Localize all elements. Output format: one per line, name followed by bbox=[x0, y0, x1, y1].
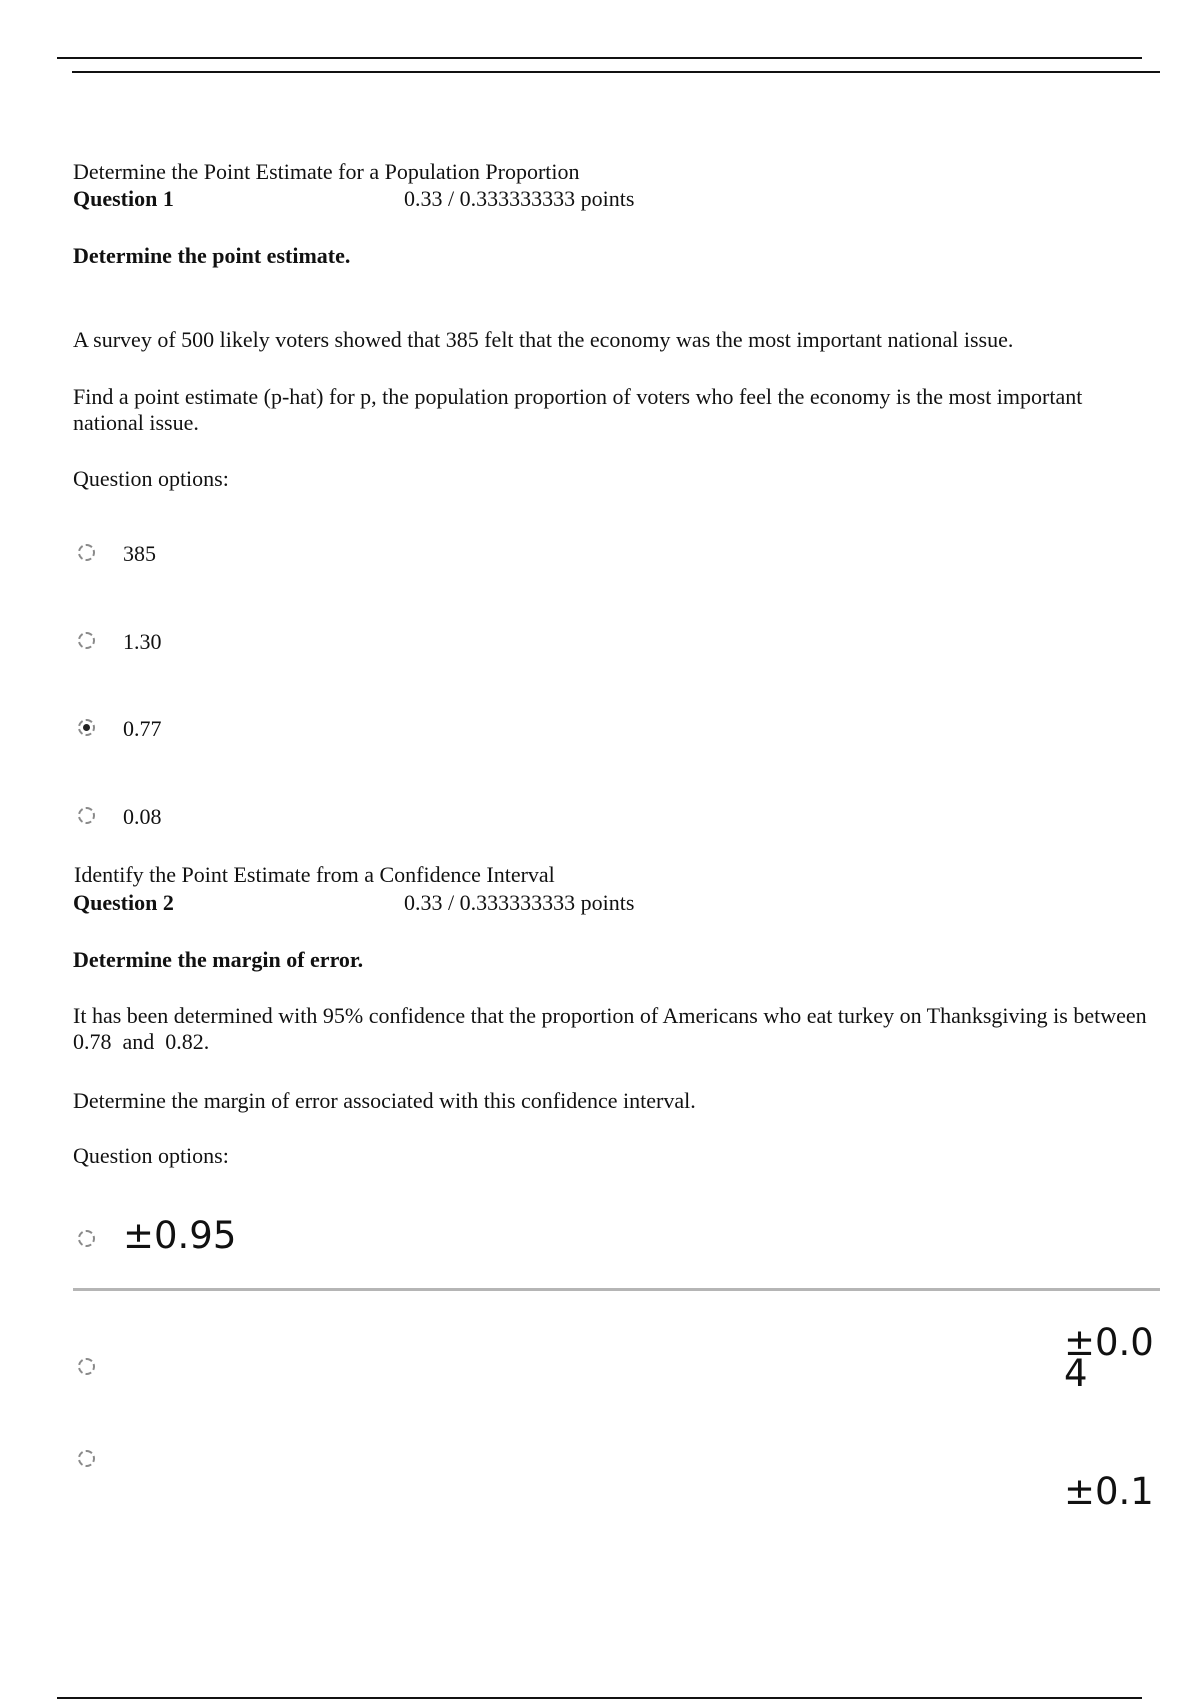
q1-options-label: Question options: bbox=[73, 466, 229, 491]
q2-instruction: Determine the margin of error. bbox=[73, 947, 364, 972]
q1-option-label-3[interactable]: 0.77 bbox=[123, 716, 162, 741]
q1-option-label-2[interactable]: 1.30 bbox=[123, 629, 162, 654]
q1-option-radio-2[interactable] bbox=[78, 632, 95, 649]
q1-option-label-4[interactable]: 0.08 bbox=[123, 804, 162, 829]
q2-section-title: Identify the Point Estimate from a Confidence Interval bbox=[74, 862, 555, 887]
q2-paragraph-1: It has been determined with 95% confidence that the proportion of Americans who eat turkey on Thanksgiving is between 0.78 and 0.82. bbox=[73, 1003, 1158, 1054]
top-rule-2 bbox=[72, 71, 1160, 73]
q2-option-radio-1[interactable] bbox=[78, 1230, 95, 1247]
q2-label: Question 2 bbox=[73, 890, 174, 915]
q1-paragraph-2: Find a point estimate (p-hat) for p, the population proportion of voters who feel the economy is the most important national issue. bbox=[73, 384, 1083, 435]
q1-option-radio-4[interactable] bbox=[78, 807, 95, 824]
q1-section-title: Determine the Point Estimate for a Population Proportion bbox=[73, 159, 580, 184]
q2-option-label-1[interactable]: ±0.95 bbox=[123, 1214, 237, 1257]
q2-option-radio-2[interactable] bbox=[78, 1358, 95, 1375]
q1-label: Question 1 bbox=[73, 186, 174, 211]
q2-option-radio-3[interactable] bbox=[78, 1450, 95, 1467]
q1-option-radio-1[interactable] bbox=[78, 544, 95, 561]
q1-instruction: Determine the point estimate. bbox=[73, 243, 351, 268]
q2-points: 0.33 / 0.333333333 points bbox=[404, 890, 635, 915]
q2-option-label-2[interactable]: ±0.04 bbox=[1064, 1321, 1154, 1395]
q1-points: 0.33 / 0.333333333 points bbox=[404, 186, 635, 211]
q1-paragraph-1: A survey of 500 likely voters showed that 385 felt that the economy was the most important national issue. bbox=[73, 327, 1014, 352]
top-rule-1 bbox=[57, 57, 1142, 59]
q2-options-divider bbox=[73, 1288, 1160, 1291]
q1-option-label-1[interactable]: 385 bbox=[123, 541, 156, 566]
q2-paragraph-2: Determine the margin of error associated with this confidence interval. bbox=[73, 1088, 696, 1113]
q1-option-radio-3-selected[interactable] bbox=[78, 719, 95, 736]
bottom-rule bbox=[57, 1697, 1142, 1699]
q2-option-label-3[interactable]: ±0.1 bbox=[1064, 1470, 1154, 1513]
q2-options-label: Question options: bbox=[73, 1143, 229, 1168]
